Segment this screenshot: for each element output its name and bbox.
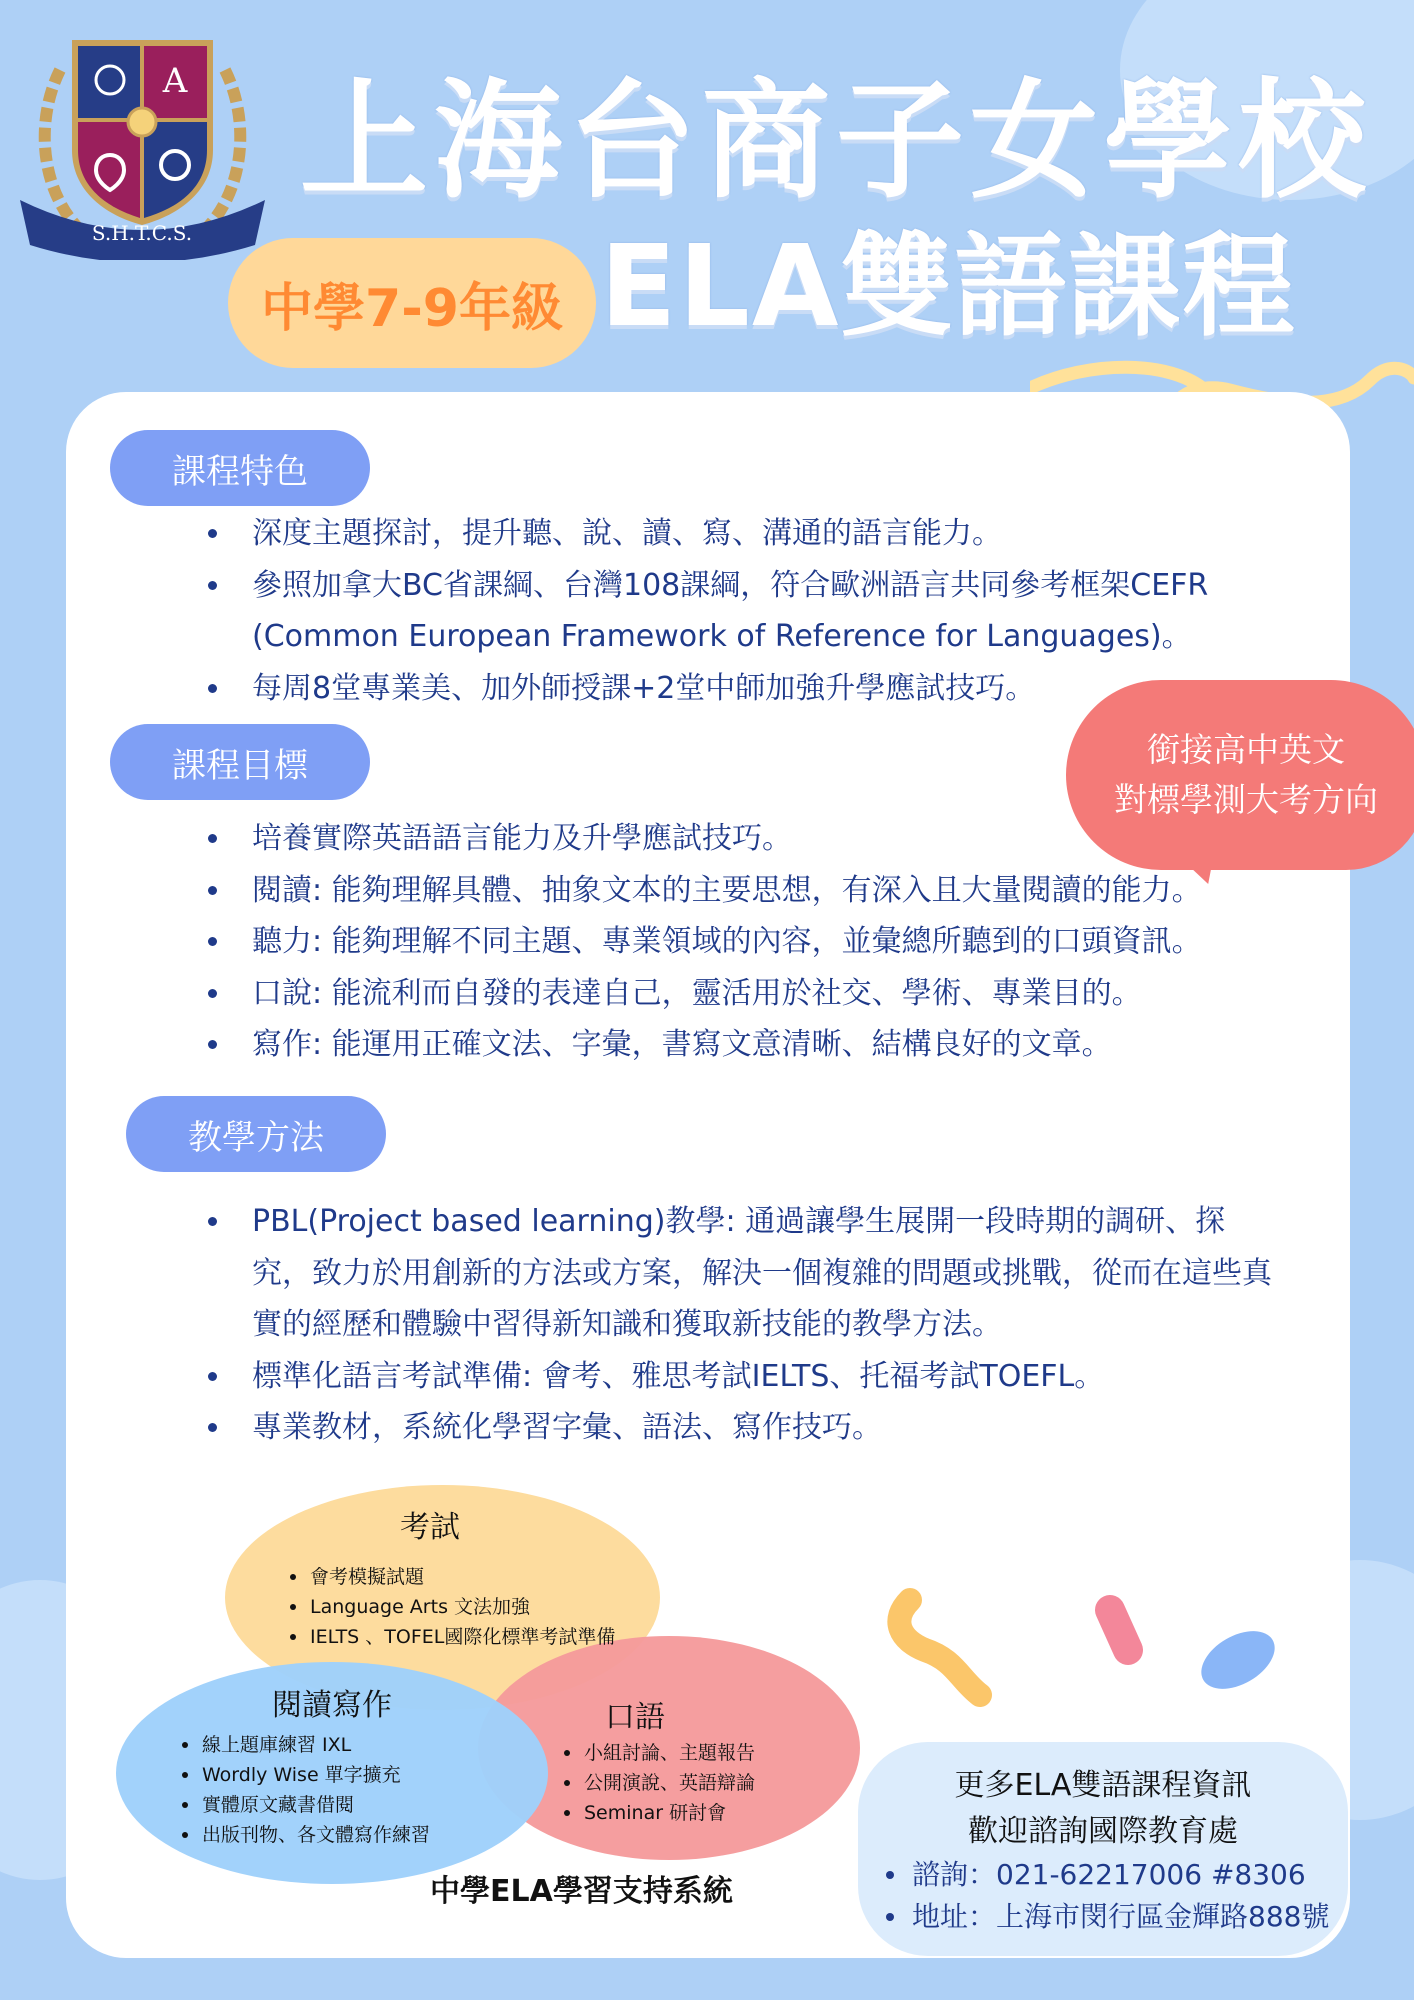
venn-exam-title: 考試: [400, 1510, 460, 1545]
contact-address: 地址：上海市閔行區金輝路888號: [880, 1896, 1329, 1938]
list-item: 專業教材，系統化學習字彙、語法、寫作技巧。: [200, 1402, 1280, 1454]
venn-caption: 中學ELA學習支持系統: [430, 1874, 733, 1909]
list-item: Wordly Wise 單字擴充: [178, 1760, 430, 1790]
list-item: 寫作: 能運用正確文法、字彙，書寫文意清晰、結構良好的文章。: [200, 1019, 1350, 1071]
list-item: 深度主題探討，提升聽、說、讀、寫、溝通的語言能力。: [200, 508, 1300, 560]
list-item: 培養實際英語語言能力及升學應試技巧。: [200, 813, 1350, 865]
section-heading-label: 課程特色: [172, 451, 308, 492]
list-item: PBL(Project based learning)教學: 通過讓學生展開一段時期的調研、探究，致力於用創新的方法或方案，解決一個複雜的問題或挑戰，從而在這些真實的經歷和體驗中習得新知識和獲取新技能的教學方法。: [200, 1196, 1280, 1351]
list-item: 出版刊物、各文體寫作練習: [178, 1820, 430, 1850]
list-item: 實體原文藏書借閱: [178, 1790, 430, 1820]
venn-oral-list: [560, 1738, 755, 1828]
venn-exam-list: [286, 1562, 615, 1652]
paint-stroke-decoration: [870, 1580, 1290, 1710]
list-item: 標準化語言考試準備: 會考、雅思考試IELTS、托福考試TOEFL。: [200, 1351, 1280, 1403]
page-title: 上海台商子女學校: [300, 67, 1373, 216]
list-item: Seminar 研討會: [560, 1798, 755, 1828]
venn-oral-title: 口語: [605, 1700, 665, 1735]
contact-heading-line2: 歡迎諮詢國際教育處: [968, 1814, 1238, 1849]
contact-card: [858, 1742, 1348, 1956]
venn-reading-list: [178, 1730, 430, 1850]
section-heading-methods: [126, 1096, 386, 1172]
list-item: 每周8堂專業美、加外師授課+2堂中師加強升學應試技巧。: [200, 663, 1300, 715]
contact-list: [880, 1854, 1329, 1938]
section-heading-features: [110, 430, 370, 506]
speech-bubble: [1066, 680, 1414, 870]
list-item: 參照加拿大BC省課綱、台灣108課綱，符合歐洲語言共同參考框架CEFR (Common European Framework of Reference for Languages)。: [200, 560, 1300, 663]
speech-bubble-line1: 銜接高中英文: [1147, 730, 1345, 769]
list-item: Language Arts 文法加強: [286, 1592, 615, 1622]
list-item: 會考模擬試題: [286, 1562, 615, 1592]
list-item: 公開演說、英語辯論: [560, 1768, 755, 1798]
list-item: 線上題庫練習 IXL: [178, 1730, 430, 1760]
page-subtitle: ELA雙語課程: [600, 222, 1297, 352]
list-item: 聽力: 能夠理解不同主題、專業領域的內容，並彙總所聽到的口頭資訊。: [200, 916, 1350, 968]
logo-text: S.H.T.C.S.: [91, 221, 193, 245]
section-heading-goals: [110, 724, 370, 800]
list-item: 小組討論、主題報告: [560, 1738, 755, 1768]
section-heading-label: 教學方法: [188, 1117, 324, 1158]
svg-text:A: A: [162, 61, 188, 101]
venn-reading-title: 閱讀寫作: [272, 1688, 392, 1723]
contact-heading-line1: 更多ELA雙語課程資訊: [954, 1768, 1252, 1803]
list-item: 口說: 能流利而自發的表達自己，靈活用於社交、學術、專業目的。: [200, 968, 1350, 1020]
grade-badge: [228, 238, 596, 368]
contact-phone: 諮詢：021-62217006 #8306: [880, 1854, 1329, 1896]
list-item: 閱讀: 能夠理解具體、抽象文本的主要思想，有深入且大量閱讀的能力。: [200, 865, 1350, 917]
methods-list: [200, 1196, 1280, 1454]
grade-label: 中學7-9年級: [261, 278, 563, 339]
speech-bubble-line2: 對標學測大考方向: [1114, 780, 1378, 819]
school-logo: [20, 30, 265, 260]
section-heading-label: 課程目標: [172, 745, 308, 786]
list-item: IELTS 、TOFEL國際化標準考試準備: [286, 1622, 615, 1652]
